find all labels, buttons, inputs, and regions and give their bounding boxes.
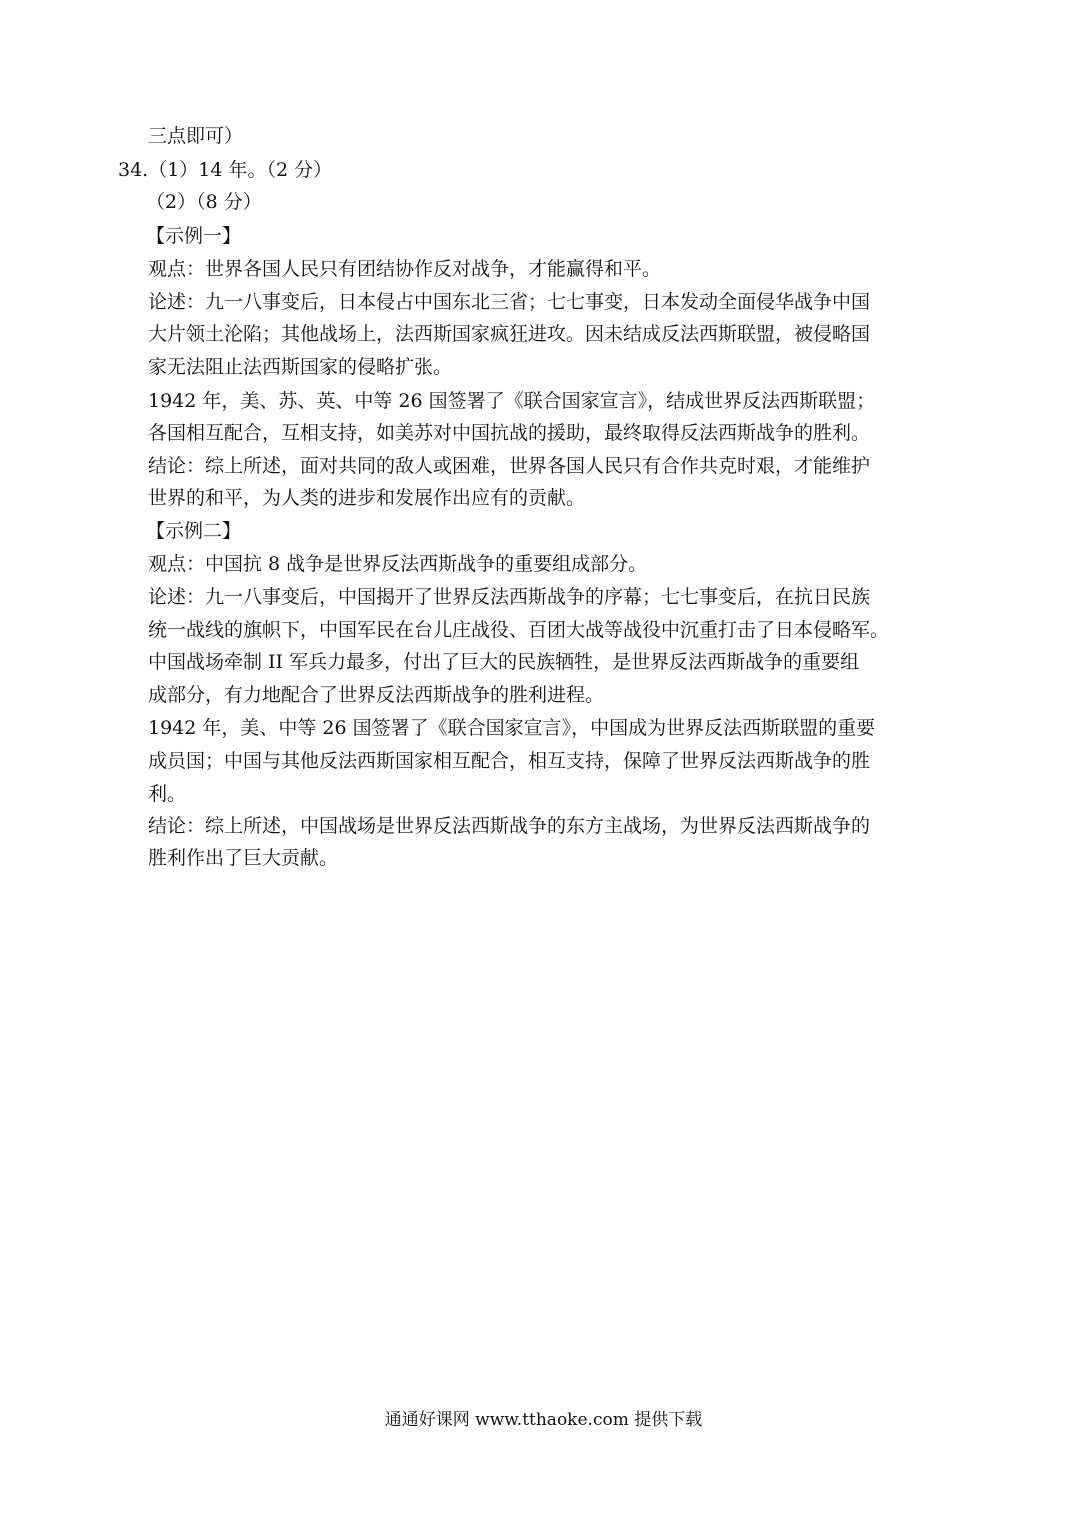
page-footer: 通通好课网 www.tthaoke.com 提供下载 bbox=[384, 1410, 703, 1430]
example-one-argument-line: 各国相互配合，互相支持，如美苏对中国抗战的援助，最终取得反法西斯战争的胜利。 bbox=[148, 422, 871, 444]
example-two-conclusion-line: 胜利作出了巨大贡献。 bbox=[148, 847, 339, 869]
example-one-viewpoint: 观点：世界各国人民只有团结协作反对战争，才能赢得和平。 bbox=[148, 258, 662, 280]
example-one-argument-line: 大片领土沦陷；其他战场上，法西斯国家疯狂进攻。因未结成反法西斯联盟，被侵略国 bbox=[148, 323, 871, 345]
question-34-part-2: （2）（8 分） bbox=[146, 191, 262, 213]
example-one-heading: 【示例一】 bbox=[146, 225, 242, 247]
example-two-viewpoint: 观点：中国抗 8 战争是世界反法西斯战争的重要组成部分。 bbox=[148, 553, 648, 575]
example-two-argument-line: 利。 bbox=[148, 783, 187, 805]
example-one-conclusion-line: 世界的和平，为人类的进步和发展作出应有的贡献。 bbox=[148, 487, 586, 509]
example-two-argument-line: 统一战线的旗帜下，中国军民在台儿庄战役、百团大战等战役中沉重打击了日本侵略军。 bbox=[148, 619, 890, 641]
example-two-conclusion-line: 结论：综上所述，中国战场是世界反法西斯战争的东方主战场，为世界反法西斯战争的 bbox=[148, 815, 871, 837]
example-two-heading: 【示例二】 bbox=[146, 520, 242, 542]
question-34-part-1: 34.（1）14 年。（2 分） bbox=[118, 159, 333, 181]
example-two-argument-line: 论述：九一八事变后，中国揭开了世界反法西斯战争的序幕；七七事变后，在抗日民族 bbox=[148, 586, 871, 608]
continuation-line: 三点即可） bbox=[148, 125, 244, 147]
example-one-argument-line: 论述：九一八事变后，日本侵占中国东北三省；七七事变，日本发动全面侵华战争中国 bbox=[148, 291, 871, 313]
example-two-argument-line: 成员国；中国与其他反法西斯国家相互配合，相互支持，保障了世界反法西斯战争的胜 bbox=[148, 750, 871, 772]
example-two-argument-line: 1942 年，美、中等 26 国签署了《联合国家宣言》，中国成为世界反法西斯联盟的重要 bbox=[148, 717, 876, 739]
example-one-argument-line: 1942 年，美、苏、英、中等 26 国签署了《联合国家宣言》，结成世界反法西斯联盟； bbox=[148, 390, 876, 412]
example-two-argument-line: 中国战场牵制 II 军兵力最多，付出了巨大的民族牺牲，是世界反法西斯战争的重要组 bbox=[148, 651, 860, 673]
example-one-conclusion-line: 结论：综上所述，面对共同的敌人或困难，世界各国人民只有合作共克时艰，才能维护 bbox=[148, 455, 871, 477]
example-two-argument-line: 成部分，有力地配合了世界反法西斯战争的胜利进程。 bbox=[148, 684, 605, 706]
example-one-argument-line: 家无法阻止法西斯国家的侵略扩张。 bbox=[148, 356, 453, 378]
